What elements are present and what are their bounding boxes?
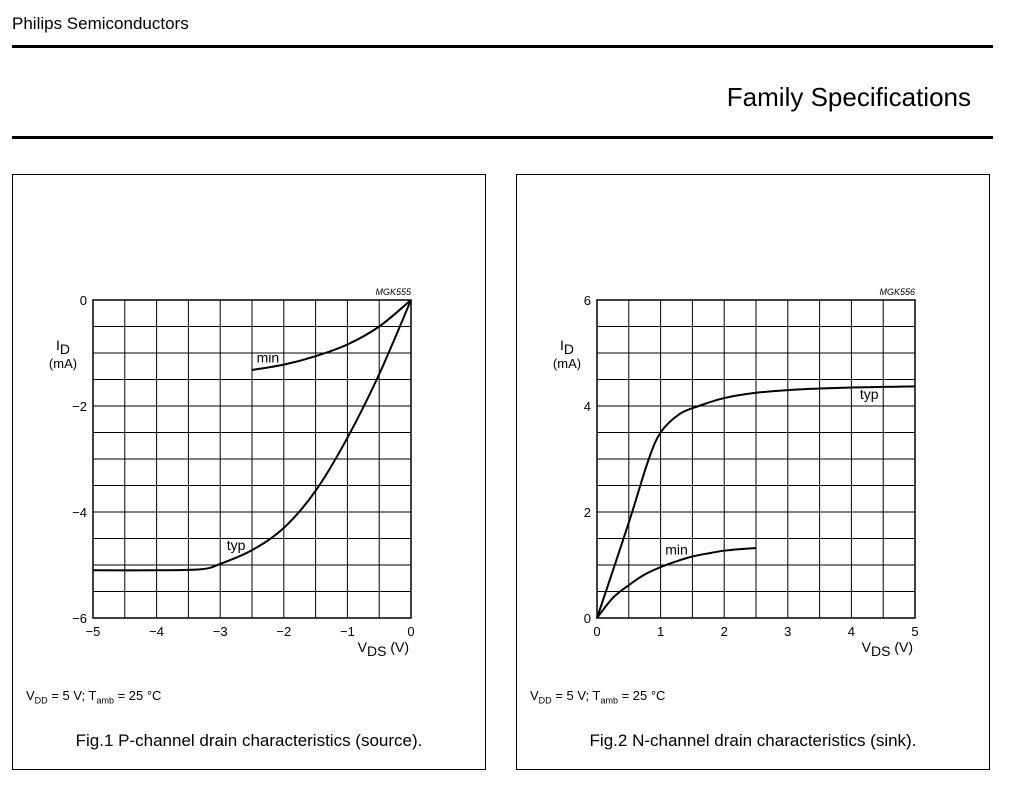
fig2-x-tick-label: 4 [847,624,856,639]
fig1-series-typ-label: typ [226,537,246,554]
figure-1-conditions: $V_{DD} = 5$ V; $T_{amb} = 25$ °C [26,688,162,706]
document-title: Family Specifications [726,82,971,112]
header-rule-bottom [12,136,993,139]
fig2-series-min-line [597,548,756,618]
fig2-x-axis-label: VDS (V) [861,639,913,659]
figure-2-panel [516,174,990,770]
fig2-series-typ-label: typ [859,386,879,403]
fig2-series-min-label: min [665,541,688,558]
figure-2-conditions: $V_{DD} = 5$ V; $T_{amb} = 25$ °C [530,688,666,706]
fig1-x-tick-label: −2 [276,624,292,639]
fig1-y-tick-label: −2 [72,399,87,414]
fig1-y-tick-label: 0 [79,293,87,308]
fig1-y-axis-unit: (mA) [48,356,78,371]
fig2-y-tick-label: 6 [583,293,591,308]
fig2-y-tick-label: 4 [583,399,591,414]
fig2-figure-code: MGK556 [879,287,915,297]
figure-1-panel [12,174,486,770]
fig2-y-tick-label: 2 [583,505,591,520]
fig1-x-tick-label: −5 [85,624,101,639]
fig1-series-min-label: min [256,349,280,366]
fig2-x-tick-label: 0 [593,624,601,639]
fig1-x-tick-label: −4 [149,624,165,639]
figure-2-caption: Fig.2 N-channel drain characteristics (sink). [589,731,917,750]
figure-1-caption: Fig.1 P-channel drain characteristics (source). [75,731,423,750]
company-name: Philips Semiconductors [12,14,189,33]
fig1-y-tick-label: −6 [72,611,87,626]
fig2-x-tick-label: 5 [911,624,919,639]
fig1-y-axis-label: ID [55,337,71,357]
fig1-x-tick-label: 0 [407,624,415,639]
fig2-x-tick-label: 2 [720,624,728,639]
fig2-x-tick-label: 3 [784,624,792,639]
fig1-x-tick-label: −1 [339,624,355,639]
fig2-y-axis-unit: (mA) [552,356,582,371]
figure-2-chart [517,175,991,675]
fig2-x-tick-label: 1 [656,624,665,639]
fig1-figure-code: MGK555 [375,287,411,297]
header-rule-top [12,45,993,48]
fig1-x-tick-label: −3 [212,624,228,639]
fig2-y-axis-label: ID [559,337,575,357]
fig1-y-tick-label: −4 [72,505,87,520]
fig2-y-tick-label: 0 [583,611,591,626]
fig1-x-axis-label: VDS (V) [357,639,409,659]
figure-1-chart [13,175,487,675]
